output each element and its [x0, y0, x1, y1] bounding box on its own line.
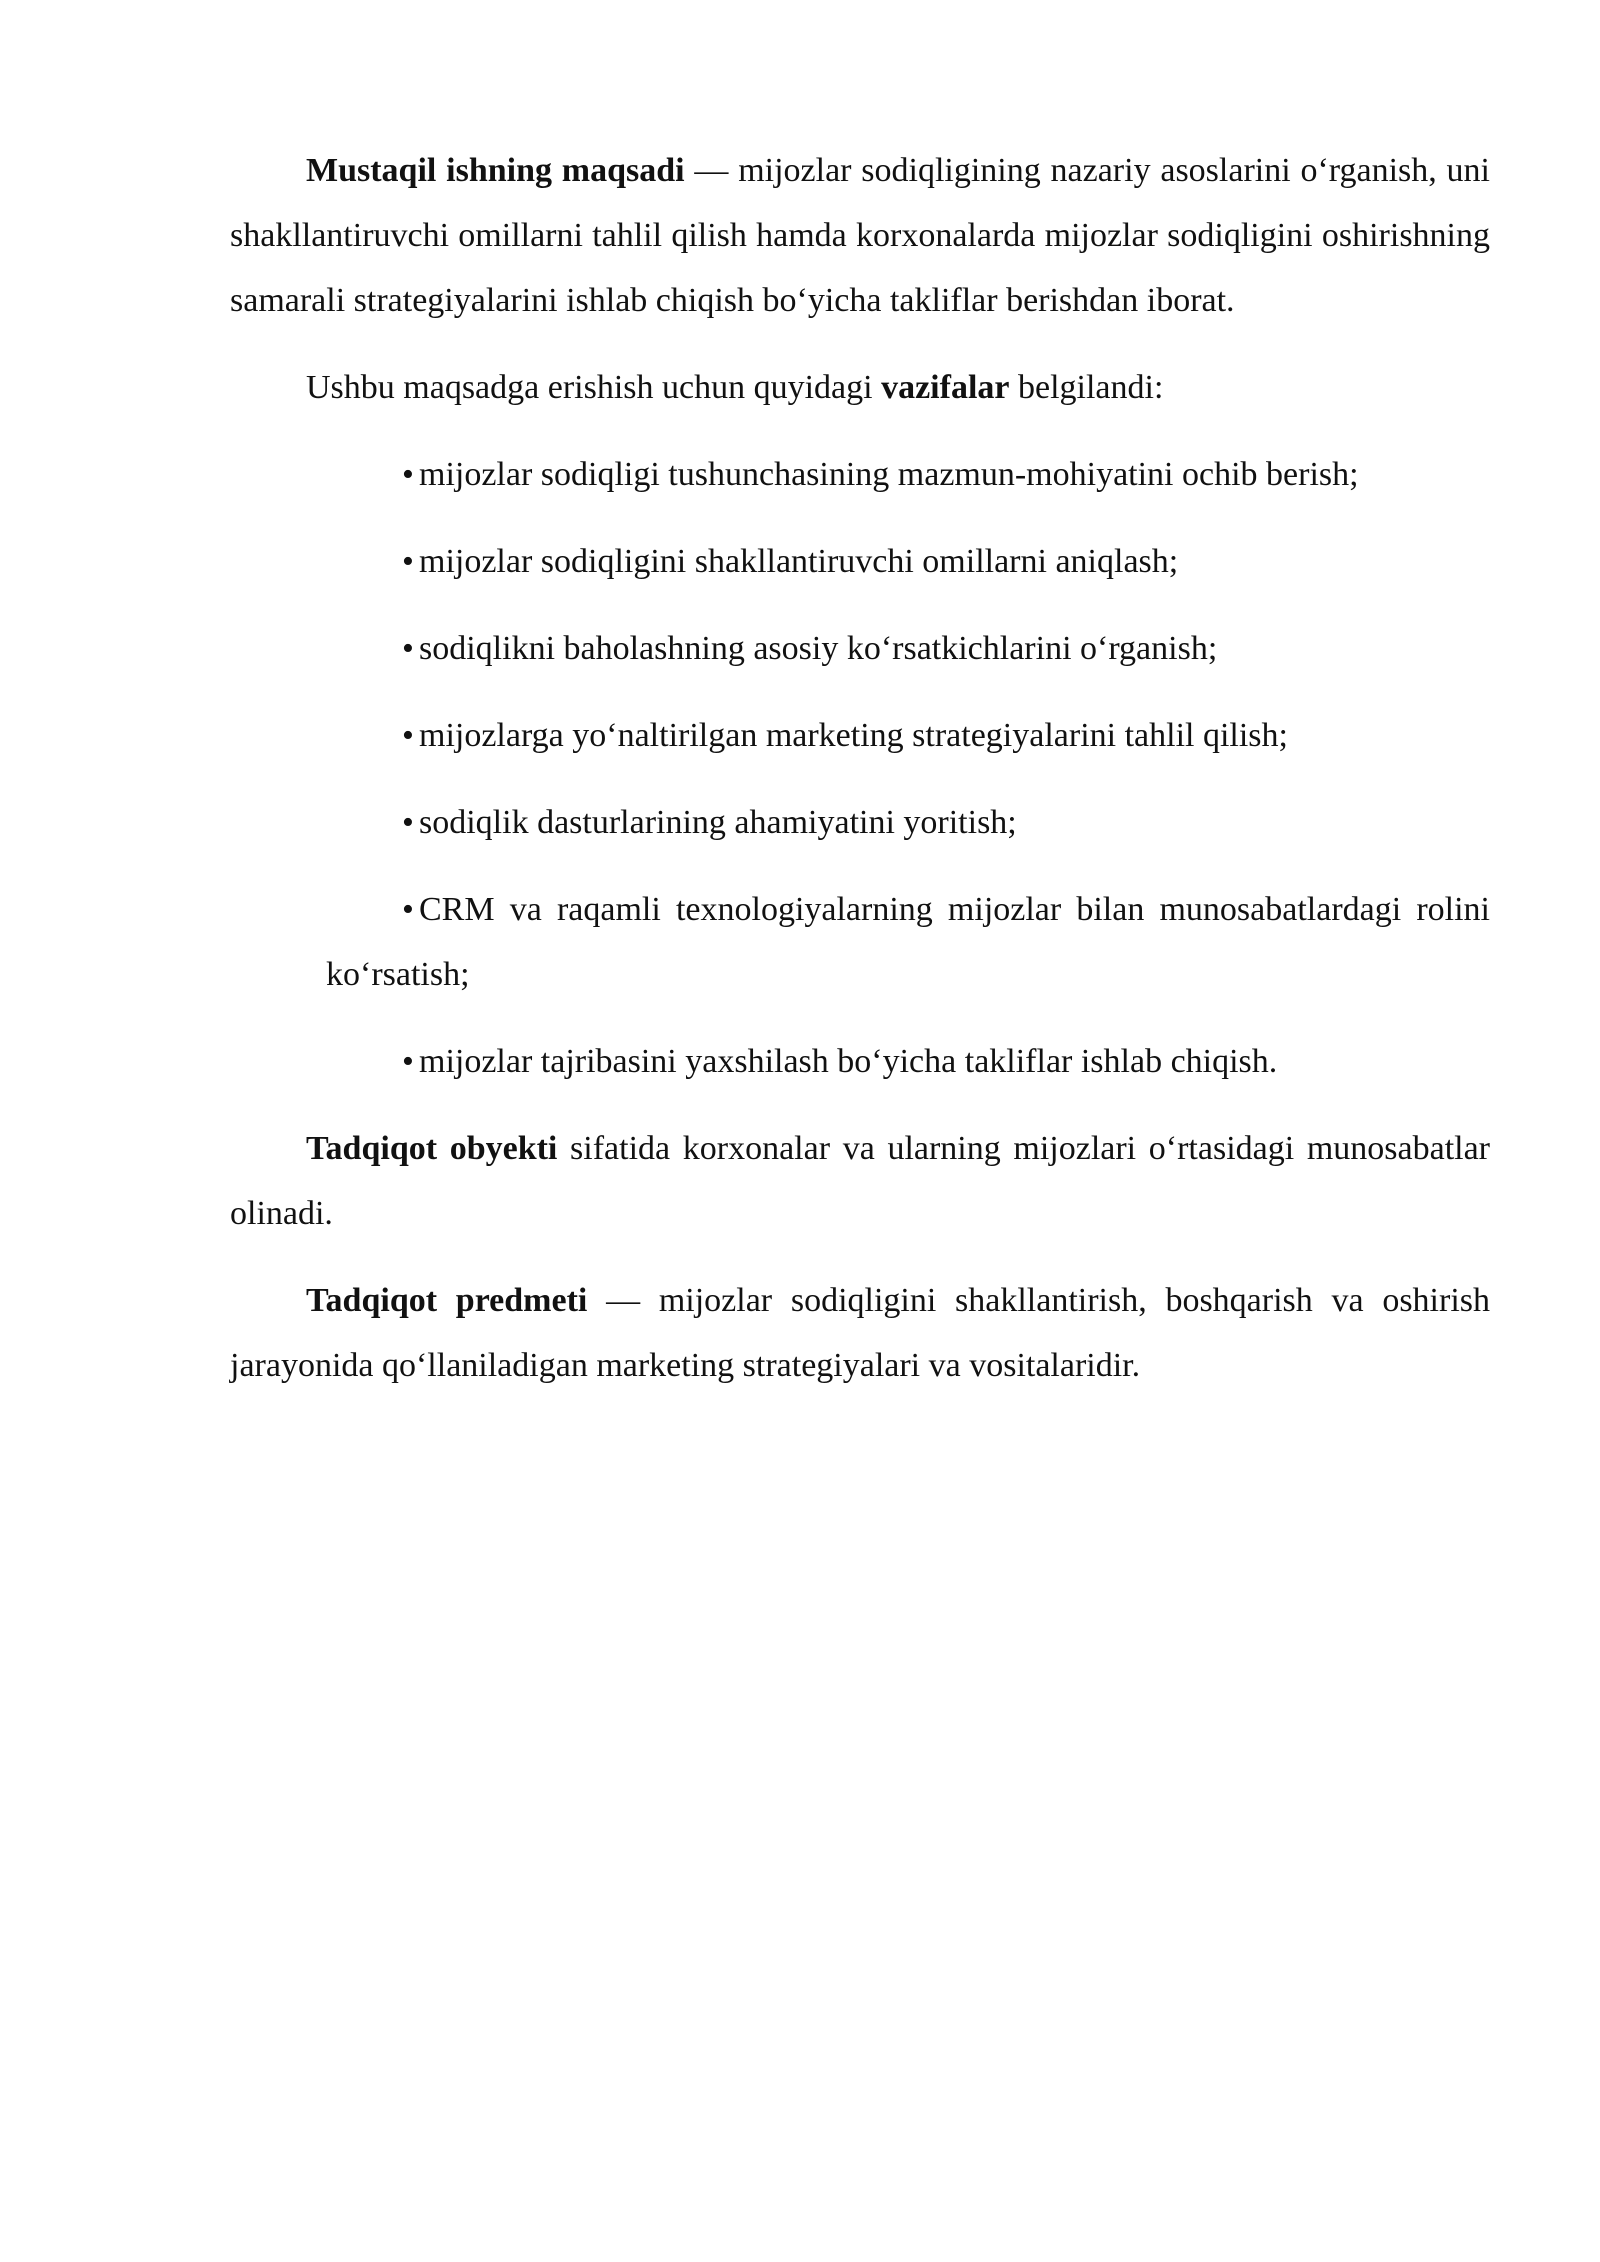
- tasks-intro-paragraph: [230, 355, 1490, 420]
- task-text: CRM va raqamli texnologiyalarning mijozlar bilan munosabatlardagi rolini ko‘rsatish;: [326, 891, 1490, 993]
- subject-paragraph: [230, 1268, 1490, 1398]
- object-text: sifatida korxonalar va ularning mijozlari o‘rtasidagi munosabatlar olinadi.: [230, 1130, 1490, 1232]
- tasks-intro-before: Ushbu maqsadga erishish uchun quyidagi: [306, 369, 882, 406]
- tasks-intro-keyword: vazifalar: [881, 369, 1010, 406]
- list-item: [326, 1029, 1490, 1094]
- goal-heading: Mustaqil ishning maqsadi: [306, 152, 685, 189]
- task-text: sodiqlikni baholashning asosiy ko‘rsatkichlarini o‘rganish;: [419, 630, 1218, 667]
- task-text: mijozlar sodiqligini shakllantiruvchi omillarni aniqlash;: [419, 543, 1179, 580]
- bullet-icon: •: [402, 1043, 414, 1080]
- task-text: mijozlar tajribasini yaxshilash bo‘yicha takliflar ishlab chiqish.: [419, 1043, 1278, 1080]
- goal-text: — mijozlar sodiqligining nazariy asoslarini o‘rganish, uni shakllantiruvchi omillarni tahlil qilish hamda korxonalarda mijozlar sodiqligini oshirishning samarali strategiyalarini ishlab chiqish bo‘yicha takliflar berishdan iborat.: [230, 152, 1490, 319]
- subject-heading: Tadqiqot predmeti: [306, 1282, 588, 1319]
- bullet-icon: •: [402, 891, 414, 928]
- bullet-icon: •: [402, 630, 414, 667]
- tasks-intro-after: belgilandi:: [1009, 369, 1164, 406]
- list-item: [326, 703, 1490, 768]
- list-item: [326, 790, 1490, 855]
- list-item: [326, 877, 1490, 1007]
- list-item: [326, 616, 1490, 681]
- list-item: [326, 529, 1490, 594]
- task-text: sodiqlik dasturlarining ahamiyatini yoritish;: [419, 804, 1017, 841]
- bullet-icon: •: [402, 804, 414, 841]
- bullet-icon: •: [402, 456, 414, 493]
- task-text: mijozlarga yo‘naltirilgan marketing strategiyalarini tahlil qilish;: [419, 717, 1288, 754]
- object-paragraph: [230, 1116, 1490, 1246]
- tasks-list: [230, 442, 1490, 1094]
- bullet-icon: •: [402, 717, 414, 754]
- object-heading: Tadqiqot obyekti: [306, 1130, 558, 1167]
- goal-paragraph: [230, 138, 1490, 333]
- subject-text: — mijozlar sodiqligini shakllantirish, boshqarish va oshirish jarayonida qo‘llaniladigan marketing strategiyalari va vositalaridir.: [230, 1282, 1490, 1384]
- bullet-icon: •: [402, 543, 414, 580]
- list-item: [326, 442, 1490, 507]
- document-body: [230, 138, 1490, 1420]
- task-text: mijozlar sodiqligi tushunchasining mazmun-mohiyatini ochib berish;: [419, 456, 1359, 493]
